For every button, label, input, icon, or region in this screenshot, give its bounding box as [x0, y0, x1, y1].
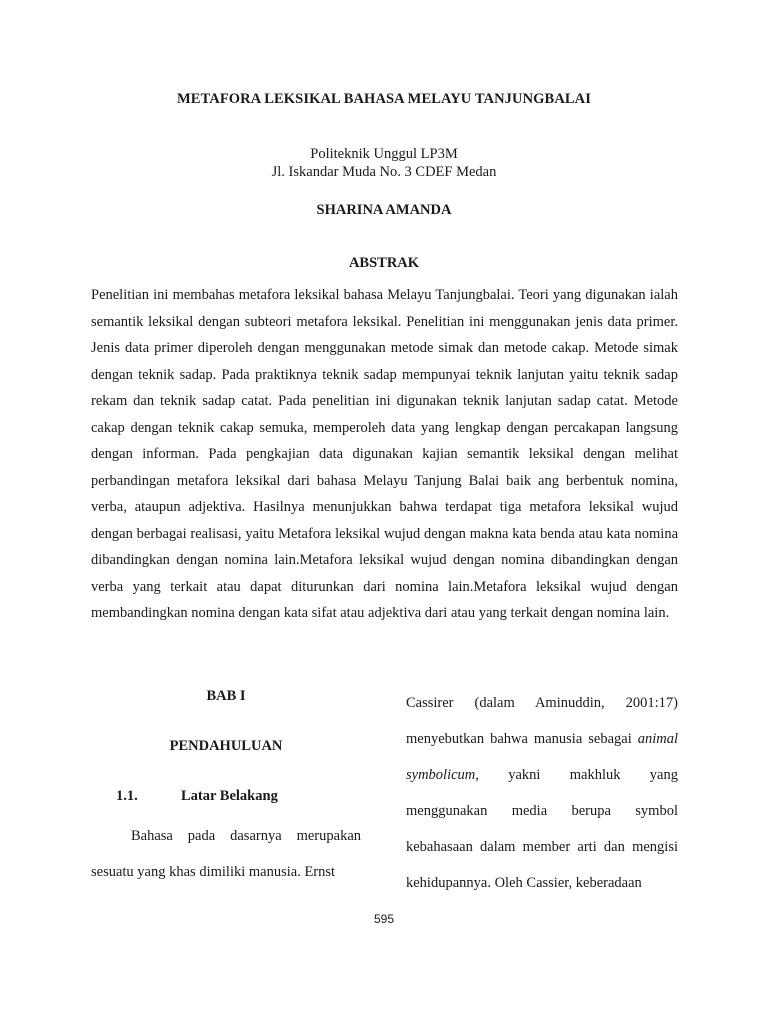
abstract-body: Penelitian ini membahas metafora leksikal bahasa Melayu Tanjungbalai. Teori yang digunakan ialah semantik leksikal dengan subteori metafora leksikal. Penelitian ini menggunakan jenis data primer. Jenis data primer diperoleh dengan menggunakan metode simak dan metode cakap. Metode simak dengan teknik sadap. Pada praktiknya teknik sadap mempunyai teknik lanjutan yaitu teknik sadap rekam dan teknik sadap catat. Pada penelitian ini digunakan teknik lanjutan sadap catat. Metode cakap dengan teknik cakap semuka, memperoleh data yang lengkap dengan percakapan langsung dengan informan. Pada pengkajian data digunakan kajian semantik leksikal dengan melihat perbandingan metafora leksikal dari bahasa Melayu Tanjung Balai baik ang berbentuk nomina, verba, ataupun adjektiva. Hasilnya menunjukkan bahwa terdapat tiga metafora leksikal wujud dengan berbagai realisasi, yaitu Metafora leksikal wujud dengan makna kata benda atau kata nomina dibandingkan dengan nomina lain.Metafora leksikal wujud dengan nomina dibandingkan dengan verba yang terkait atau dapat diturunkan dari nomina lain.Metafora leksikal wujud dengan membandingkan nomina dengan kata sifat atau adjektiva dari atau yang terkait dengan nomina lain. — [91, 287, 678, 621]
institution-address: Jl. Iskandar Muda No. 3 CDEF Medan — [271, 164, 497, 180]
abstract-heading: ABSTRAK — [348, 255, 420, 271]
institution-name: Politeknik Unggul LP3M — [310, 146, 458, 162]
section-title: Latar Belakang — [181, 788, 278, 804]
section-number: 1.1. — [116, 788, 138, 804]
right-column-body — [406, 685, 678, 901]
right-text-before: Cassirer (dalam Aminuddin, 2001:17) menyebutkan bahwa manusia sebagai — [406, 695, 678, 747]
italic-term: animal symbolicum, — [406, 731, 678, 783]
chapter-heading: BAB I — [206, 688, 246, 704]
paper-title: METAFORA LEKSIKAL BAHASA MELAYU TANJUNGBALAI — [177, 91, 591, 107]
right-text-after: yakni makhluk yang menggunakan media berupa symbol kebahasaan dalam member arti dan mengisi kehidupannya. Oleh Cassier, keberadaan — [406, 767, 678, 891]
left-column-body: Bahasa pada dasarnya merupakan sesuatu yang khas dimiliki manusia. Ernst — [91, 828, 361, 880]
author-name: SHARINA AMANDA — [316, 202, 452, 218]
page-number: 595 — [373, 912, 395, 926]
chapter-title: PENDAHULUAN — [169, 738, 283, 754]
